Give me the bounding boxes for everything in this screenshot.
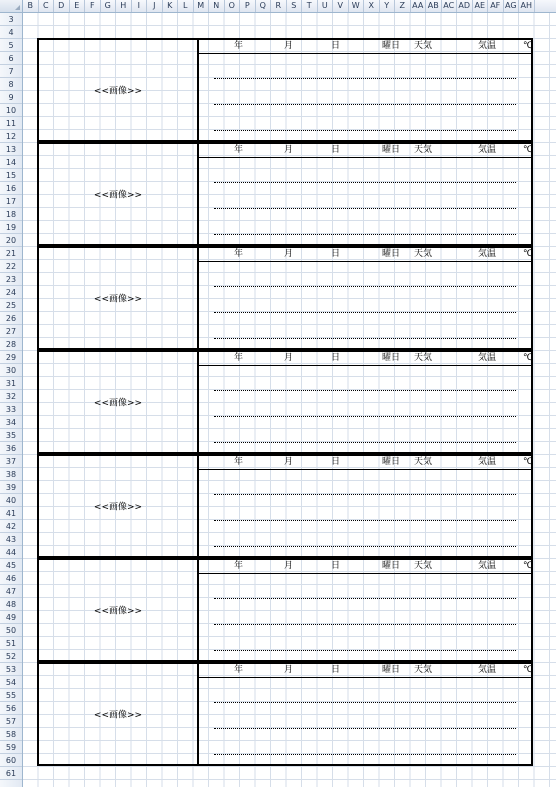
header-day-label: 日 [331, 145, 341, 155]
header-year-label: 年 [234, 561, 244, 571]
header-celsius-label: ℃ [523, 353, 534, 363]
header-day-label: 日 [331, 353, 341, 363]
row-header-41[interactable]: 41 [0, 507, 22, 520]
dotted-writing-line [214, 520, 516, 521]
column-header-y[interactable]: Y [380, 0, 396, 12]
header-weather-label: 天気 [414, 457, 433, 467]
column-header-r[interactable]: R [271, 0, 287, 12]
header-temperature-label: 気温 [478, 145, 497, 155]
dotted-writing-line [214, 494, 516, 495]
column-header-j[interactable]: J [147, 0, 163, 12]
row-header-27[interactable]: 27 [0, 325, 22, 338]
header-weather-label: 天気 [414, 41, 433, 51]
row-header-52[interactable]: 52 [0, 650, 22, 663]
row-header-47[interactable]: 47 [0, 585, 22, 598]
row-header-59[interactable]: 59 [0, 741, 22, 754]
column-header-l[interactable]: L [178, 0, 194, 12]
header-weekday-label: 曜日 [382, 353, 401, 363]
entry-header-row[interactable] [199, 248, 534, 262]
row-header-11[interactable]: 11 [0, 117, 22, 130]
row-header-28[interactable]: 28 [0, 338, 22, 351]
row-header-38[interactable]: 38 [0, 468, 22, 481]
entry-header-row[interactable] [199, 560, 534, 574]
dotted-writing-line [214, 650, 516, 651]
header-day-label: 日 [331, 41, 341, 51]
row-header-55[interactable]: 55 [0, 689, 22, 702]
entry-text-area[interactable] [214, 677, 516, 764]
row-header-7[interactable]: 7 [0, 65, 22, 78]
row-header-50[interactable]: 50 [0, 624, 22, 637]
header-weekday-label: 曜日 [382, 457, 401, 467]
header-celsius-label: ℃ [523, 249, 534, 259]
dotted-writing-line [214, 702, 516, 703]
row-header-49[interactable]: 49 [0, 611, 22, 624]
row-header-26[interactable]: 26 [0, 312, 22, 325]
row-header-37[interactable]: 37 [0, 455, 22, 468]
header-year-label: 年 [234, 249, 244, 259]
row-header-43[interactable]: 43 [0, 533, 22, 546]
column-header-ab[interactable]: AB [426, 0, 442, 12]
header-weather-label: 天気 [414, 561, 433, 571]
column-header-h[interactable]: H [116, 0, 132, 12]
header-weekday-label: 曜日 [382, 665, 401, 675]
image-placeholder-cell[interactable] [39, 664, 199, 764]
dotted-writing-line [214, 728, 516, 729]
entry-header-row[interactable] [199, 664, 534, 678]
entry-text-area[interactable] [214, 365, 516, 452]
row-header-44[interactable]: 44 [0, 546, 22, 559]
image-placeholder-label: <<画像>> [93, 86, 143, 97]
dotted-writing-line [214, 312, 516, 313]
row-header-46[interactable]: 46 [0, 572, 22, 585]
row-header-35[interactable]: 35 [0, 429, 22, 442]
header-day-label: 日 [331, 249, 341, 259]
entry-text-area[interactable] [214, 53, 516, 140]
column-header-ac[interactable]: AC [442, 0, 458, 12]
column-header-o[interactable]: O [225, 0, 241, 12]
header-weekday-label: 曜日 [382, 145, 401, 155]
row-header-45[interactable]: 45 [0, 559, 22, 572]
dotted-writing-line [214, 182, 516, 183]
row-header-58[interactable]: 58 [0, 728, 22, 741]
image-placeholder-label: <<画像>> [93, 606, 143, 617]
header-celsius-label: ℃ [523, 665, 534, 675]
column-header-af[interactable]: AF [488, 0, 504, 12]
entry-text-area[interactable] [214, 157, 516, 244]
header-month-label: 月 [284, 249, 294, 259]
header-year-label: 年 [234, 145, 244, 155]
header-month-label: 月 [284, 665, 294, 675]
row-header-3[interactable]: 3 [0, 13, 22, 26]
header-temperature-label: 気温 [478, 561, 497, 571]
journal-entry [37, 142, 533, 246]
row-header-bar [0, 13, 23, 787]
row-header-13[interactable]: 13 [0, 143, 22, 156]
entry-text-area[interactable] [214, 469, 516, 556]
header-month-label: 月 [284, 457, 294, 467]
column-header-ah[interactable]: AH [519, 0, 535, 12]
header-temperature-label: 気温 [478, 665, 497, 675]
row-header-6[interactable]: 6 [0, 52, 22, 65]
row-header-32[interactable]: 32 [0, 390, 22, 403]
header-year-label: 年 [234, 457, 244, 467]
image-placeholder-label: <<画像>> [93, 398, 143, 409]
header-weekday-label: 曜日 [382, 561, 401, 571]
column-header-f[interactable]: F [85, 0, 101, 12]
column-header-d[interactable]: D [54, 0, 70, 12]
image-placeholder-label: <<画像>> [93, 502, 143, 513]
dotted-writing-line [214, 754, 516, 755]
dotted-writing-line [214, 390, 516, 391]
header-month-label: 月 [284, 353, 294, 363]
column-header-s[interactable]: S [287, 0, 303, 12]
image-placeholder-cell[interactable] [39, 40, 199, 140]
image-placeholder-cell[interactable] [39, 144, 199, 244]
journal-entry [37, 454, 533, 558]
dotted-writing-line [214, 208, 516, 209]
dotted-writing-line [214, 338, 516, 339]
header-year-label: 年 [234, 665, 244, 675]
header-celsius-label: ℃ [523, 41, 534, 51]
row-header-53[interactable]: 53 [0, 663, 22, 676]
row-header-19[interactable]: 19 [0, 221, 22, 234]
row-header-57[interactable]: 57 [0, 715, 22, 728]
column-header-m[interactable]: M [194, 0, 210, 12]
row-header-54[interactable]: 54 [0, 676, 22, 689]
row-header-12[interactable]: 12 [0, 130, 22, 143]
entry-header-row[interactable] [199, 456, 534, 470]
dotted-writing-line [214, 130, 516, 131]
column-header-bar [0, 0, 556, 13]
header-temperature-label: 気温 [478, 249, 497, 259]
image-placeholder-label: <<画像>> [93, 294, 143, 305]
row-header-17[interactable]: 17 [0, 195, 22, 208]
row-header-22[interactable]: 22 [0, 260, 22, 273]
image-placeholder-cell[interactable] [39, 352, 199, 452]
row-header-39[interactable]: 39 [0, 481, 22, 494]
image-placeholder-cell[interactable] [39, 456, 199, 556]
column-header-c[interactable]: C [39, 0, 55, 12]
column-header-ae[interactable]: AE [473, 0, 489, 12]
column-header-x[interactable]: X [364, 0, 380, 12]
column-header-b[interactable]: B [23, 0, 39, 12]
row-header-14[interactable]: 14 [0, 156, 22, 169]
column-header-i[interactable]: I [132, 0, 148, 12]
column-header-ag[interactable]: AG [504, 0, 520, 12]
dotted-writing-line [214, 286, 516, 287]
header-day-label: 日 [331, 561, 341, 571]
row-header-4[interactable]: 4 [0, 26, 22, 39]
column-header-u[interactable]: U [318, 0, 334, 12]
header-day-label: 日 [331, 665, 341, 675]
header-celsius-label: ℃ [523, 457, 534, 467]
header-temperature-label: 気温 [478, 41, 497, 51]
select-all-corner[interactable] [0, 0, 23, 12]
dotted-writing-line [214, 442, 516, 443]
column-header-aa[interactable]: AA [411, 0, 427, 12]
column-header-n[interactable]: N [209, 0, 225, 12]
row-header-8[interactable]: 8 [0, 78, 22, 91]
dotted-writing-line [214, 234, 516, 235]
row-header-40[interactable]: 40 [0, 494, 22, 507]
dotted-writing-line [214, 416, 516, 417]
entry-header-row[interactable] [199, 144, 534, 158]
journal-entry [37, 350, 533, 454]
header-year-label: 年 [234, 353, 244, 363]
row-header-29[interactable]: 29 [0, 351, 22, 364]
header-year-label: 年 [234, 41, 244, 51]
header-weekday-label: 曜日 [382, 249, 401, 259]
journal-entry [37, 662, 533, 766]
column-header-t[interactable]: T [302, 0, 318, 12]
header-weekday-label: 曜日 [382, 41, 401, 51]
dotted-writing-line [214, 624, 516, 625]
column-header-k[interactable]: K [163, 0, 179, 12]
row-header-5[interactable]: 5 [0, 39, 22, 52]
journal-entry [37, 38, 533, 142]
header-month-label: 月 [284, 41, 294, 51]
image-placeholder-label: <<画像>> [93, 710, 143, 721]
row-header-42[interactable]: 42 [0, 520, 22, 533]
header-month-label: 月 [284, 561, 294, 571]
row-header-61[interactable]: 61 [0, 767, 22, 780]
row-header-60[interactable]: 60 [0, 754, 22, 767]
image-placeholder-label: <<画像>> [93, 190, 143, 201]
row-header-15[interactable]: 15 [0, 169, 22, 182]
dotted-writing-line [214, 104, 516, 105]
header-weather-label: 天気 [414, 665, 433, 675]
column-header-q[interactable]: Q [256, 0, 272, 12]
row-header-48[interactable]: 48 [0, 598, 22, 611]
row-header-56[interactable]: 56 [0, 702, 22, 715]
column-header-g[interactable]: G [101, 0, 117, 12]
row-header-24[interactable]: 24 [0, 286, 22, 299]
row-header-25[interactable]: 25 [0, 299, 22, 312]
image-placeholder-cell[interactable] [39, 560, 199, 660]
row-header-36[interactable]: 36 [0, 442, 22, 455]
row-header-18[interactable]: 18 [0, 208, 22, 221]
row-header-33[interactable]: 33 [0, 403, 22, 416]
entry-header-row[interactable] [199, 352, 534, 366]
header-weather-label: 天気 [414, 145, 433, 155]
dotted-writing-line [214, 546, 516, 547]
row-header-21[interactable]: 21 [0, 247, 22, 260]
row-header-9[interactable]: 9 [0, 91, 22, 104]
header-temperature-label: 気温 [478, 353, 497, 363]
header-weather-label: 天気 [414, 353, 433, 363]
header-weather-label: 天気 [414, 249, 433, 259]
row-header-20[interactable]: 20 [0, 234, 22, 247]
row-header-30[interactable]: 30 [0, 364, 22, 377]
column-header-ad[interactable]: AD [457, 0, 473, 12]
column-header-p[interactable]: P [240, 0, 256, 12]
column-header-w[interactable]: W [349, 0, 365, 12]
column-header-z[interactable]: Z [395, 0, 411, 12]
header-celsius-label: ℃ [523, 145, 534, 155]
column-header-e[interactable]: E [70, 0, 86, 12]
dotted-writing-line [214, 598, 516, 599]
header-month-label: 月 [284, 145, 294, 155]
column-header-v[interactable]: V [333, 0, 349, 12]
row-header-10[interactable]: 10 [0, 104, 22, 117]
dotted-writing-line [214, 78, 516, 79]
image-placeholder-cell[interactable] [39, 248, 199, 348]
header-temperature-label: 気温 [478, 457, 497, 467]
journal-entry [37, 558, 533, 662]
entry-header-row[interactable] [199, 40, 534, 54]
header-day-label: 日 [331, 457, 341, 467]
row-header-23[interactable]: 23 [0, 273, 22, 286]
entry-text-area[interactable] [214, 573, 516, 660]
row-header-31[interactable]: 31 [0, 377, 22, 390]
header-celsius-label: ℃ [523, 561, 534, 571]
entry-text-area[interactable] [214, 261, 516, 348]
journal-entry [37, 246, 533, 350]
row-header-34[interactable]: 34 [0, 416, 22, 429]
row-header-51[interactable]: 51 [0, 637, 22, 650]
row-header-16[interactable]: 16 [0, 182, 22, 195]
